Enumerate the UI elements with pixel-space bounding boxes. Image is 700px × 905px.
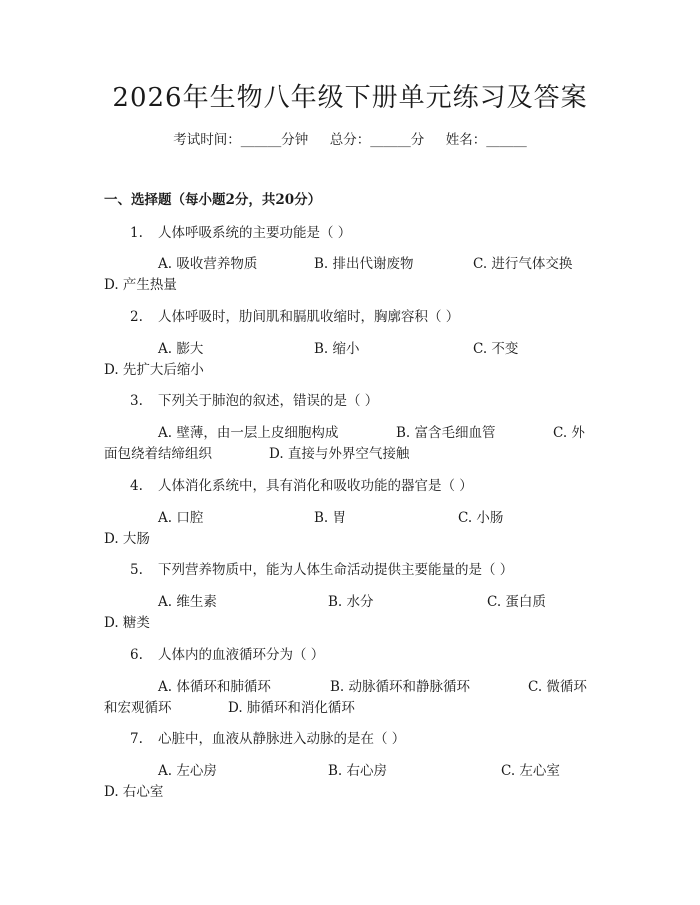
question-text: 人体呼吸系统的主要功能是（ ） (158, 225, 352, 241)
option-d: D. 先扩大后缩小 (104, 362, 204, 378)
question-number: 6. (130, 647, 143, 663)
option-b: B. 富含毛细血管 (396, 425, 496, 441)
option-c: C. 不变 (473, 341, 519, 357)
page-title: 2026年生物八年级下册单元练习及答案 (112, 83, 588, 113)
question-number: 5. (130, 562, 143, 578)
option-d: D. 糖类 (104, 615, 150, 631)
option-a: A. 口腔 (158, 510, 204, 526)
option-c: C. 小肠 (458, 510, 504, 526)
option-d: D. 右心室 (104, 784, 164, 800)
option-b: B. 排出代谢废物 (314, 256, 414, 272)
question-text: 下列营养物质中，能为人体生命活动提供主要能量的是（ ） (158, 562, 514, 578)
question-number: 3. (130, 393, 143, 409)
option-c-continued: 面包绕着结缔组织 (104, 446, 212, 462)
option-c-continued: 和宏观循环 (104, 700, 172, 716)
exam-meta-line: 考试时间：______分钟 总分：______分 姓名：______ (173, 132, 527, 148)
question-text: 心脏中，血液从静脉进入动脉的是在（ ） (158, 731, 406, 747)
option-c: C. 左心室 (501, 763, 560, 779)
question-number: 7. (130, 731, 143, 747)
option-a: A. 维生素 (158, 594, 217, 610)
option-b: B. 右心房 (328, 763, 388, 779)
option-a: A. 壁薄，由一层上皮细胞构成 (158, 425, 339, 441)
option-c: C. 外 (553, 425, 585, 441)
question-text: 人体呼吸时，肋间肌和膈肌收缩时，胸廓容积（ ） (158, 309, 460, 325)
question-number: 4. (130, 478, 143, 494)
option-b: B. 缩小 (314, 341, 360, 357)
question-text: 人体内的血液循环分为（ ） (158, 647, 325, 663)
option-d: D. 产生热量 (104, 277, 177, 293)
option-d: D. 直接与外界空气接触 (269, 446, 410, 462)
option-b: B. 动脉循环和静脉循环 (330, 679, 471, 695)
question-text: 下列关于肺泡的叙述，错误的是（ ） (158, 393, 379, 409)
option-b: B. 水分 (328, 594, 374, 610)
question-number: 1. (130, 225, 143, 241)
option-a: A. 膨大 (158, 341, 204, 357)
option-a: A. 吸收营养物质 (158, 256, 258, 272)
option-b: B. 胃 (314, 510, 347, 526)
option-a: A. 左心房 (158, 763, 217, 779)
question-number: 2. (130, 309, 143, 325)
option-c: C. 蛋白质 (487, 594, 546, 610)
question-text: 人体消化系统中，具有消化和吸收功能的器官是（ ） (158, 478, 473, 494)
option-c: C. 微循环 (528, 679, 587, 695)
option-a: A. 体循环和肺循环 (158, 679, 271, 695)
option-d: D. 肺循环和消化循环 (228, 700, 355, 716)
option-c: C. 进行气体交换 (473, 256, 573, 272)
option-d: D. 大肠 (104, 531, 150, 547)
section-heading: 一、选择题（每小题2分，共20分） (104, 192, 322, 208)
